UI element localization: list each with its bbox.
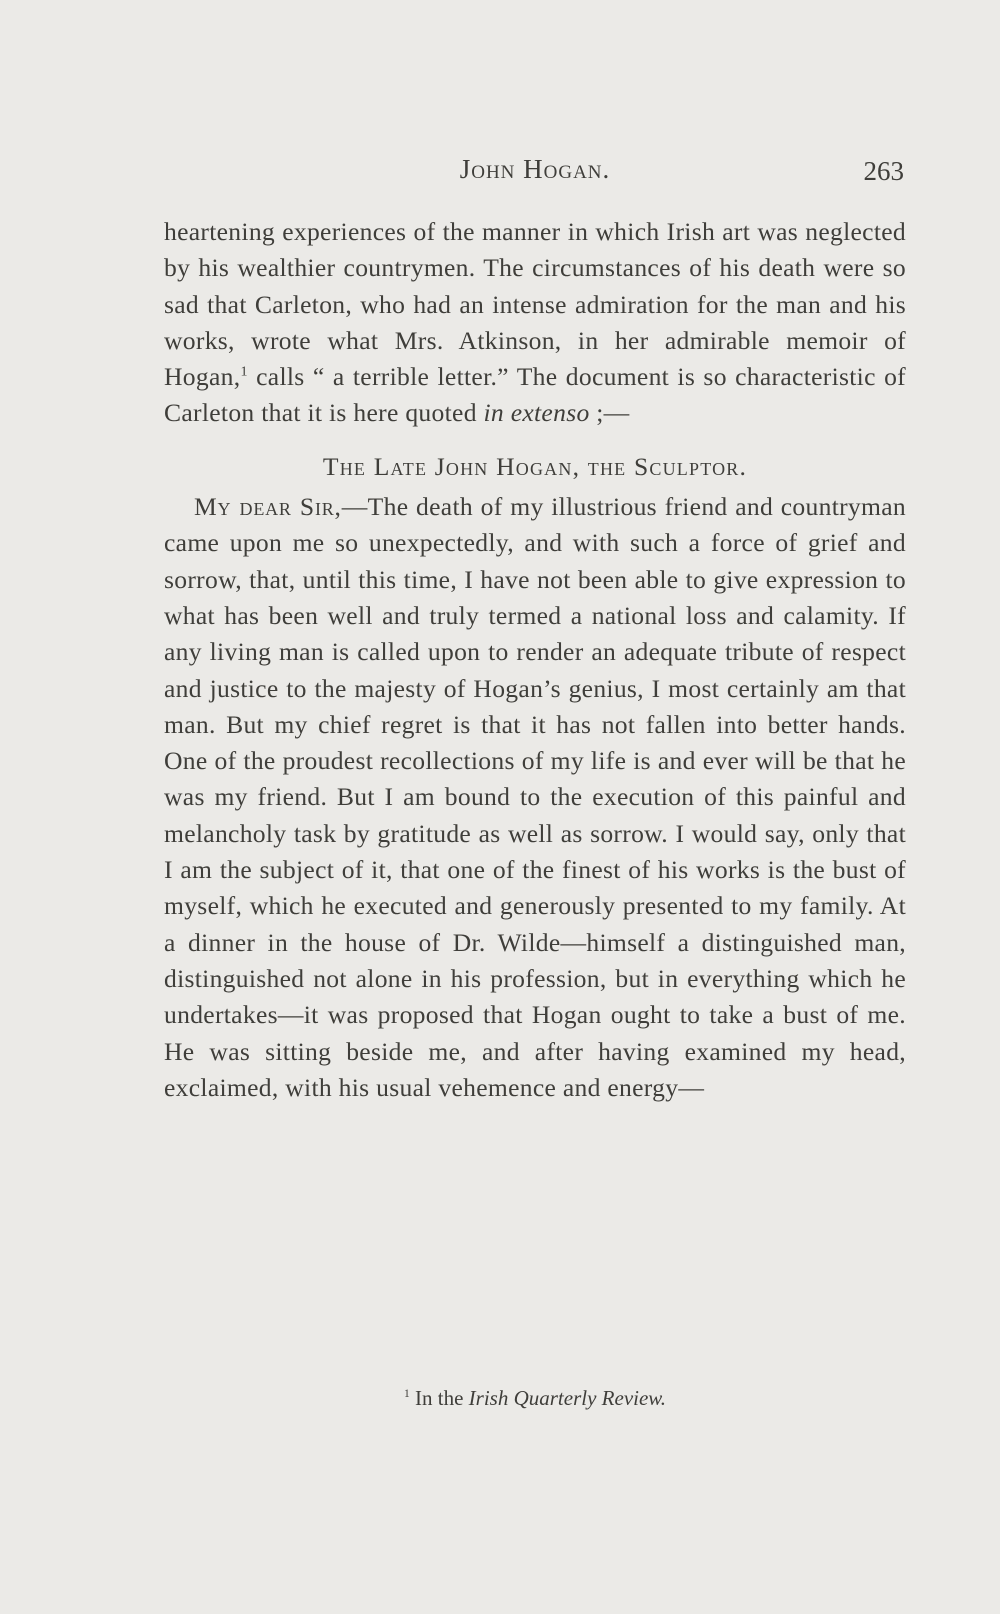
intro-text-part1: heartening experiences of the manner in which Irish art was neglected by his wealthier countrymen. The circumstances of his death were so sad that Carleton, who had an intense admiration for the man and his works, wrote what Mrs. Atkinson, in her admirable memoir of Hogan, [164, 217, 906, 392]
letter-body: —The death of my illustrious friend and countryman came upon me so unexpectedly, and with such a force of grief and sorrow, that, until this time, I have not been able to give expression to what has been well and truly termed a national loss and calamity. If any living man is called upon to render an adequate tribute of respect and justice to the majesty of Hogan’s genius, I most certainly am that man. But my chief regret is that it has not fallen into better hands. One of the proudest recollections of my life is and ever will be that he was my friend. But I am bound to the execution of this painful and melancholy task by gratitude as well as sorrow. I would say, only that I am the subject of it, that one of the finest of his works is the bust of myself, which he executed and generously presented to my family. At a dinner in the house of Dr. Wilde—himself a distinguished man, distinguished not alone in his profession, but in everything which he undertakes—it was proposed that Hogan ought to take a bust of me. He was sitting beside me, and after having examined my head, exclaimed, with his usual vehemence and energy— [164, 492, 906, 1102]
body-text [164, 214, 906, 1106]
letter-paragraph [164, 489, 906, 1106]
letter-salutation: My dear Sir, [194, 492, 342, 522]
footnote-source: Irish Quarterly Review. [468, 1386, 666, 1410]
footnote-reference: 1 [240, 363, 248, 380]
intro-paragraph [164, 214, 906, 432]
footnote-prefix: In the [409, 1386, 469, 1410]
running-head [164, 150, 906, 190]
running-title: John Hogan. [459, 154, 611, 184]
intro-text-part3: ;— [589, 398, 630, 428]
intro-text-part2: calls “ a terrible letter.” The document is so characteristic of Carleton that it is here quoted [164, 362, 906, 428]
letter-heading: The Late John Hogan, the Sculptor. [322, 451, 748, 481]
intro-italic-phrase: in extenso [483, 398, 590, 428]
page-number: 263 [863, 156, 904, 186]
footnote-mark: 1 [403, 1388, 410, 1400]
footnote [164, 1384, 906, 1412]
